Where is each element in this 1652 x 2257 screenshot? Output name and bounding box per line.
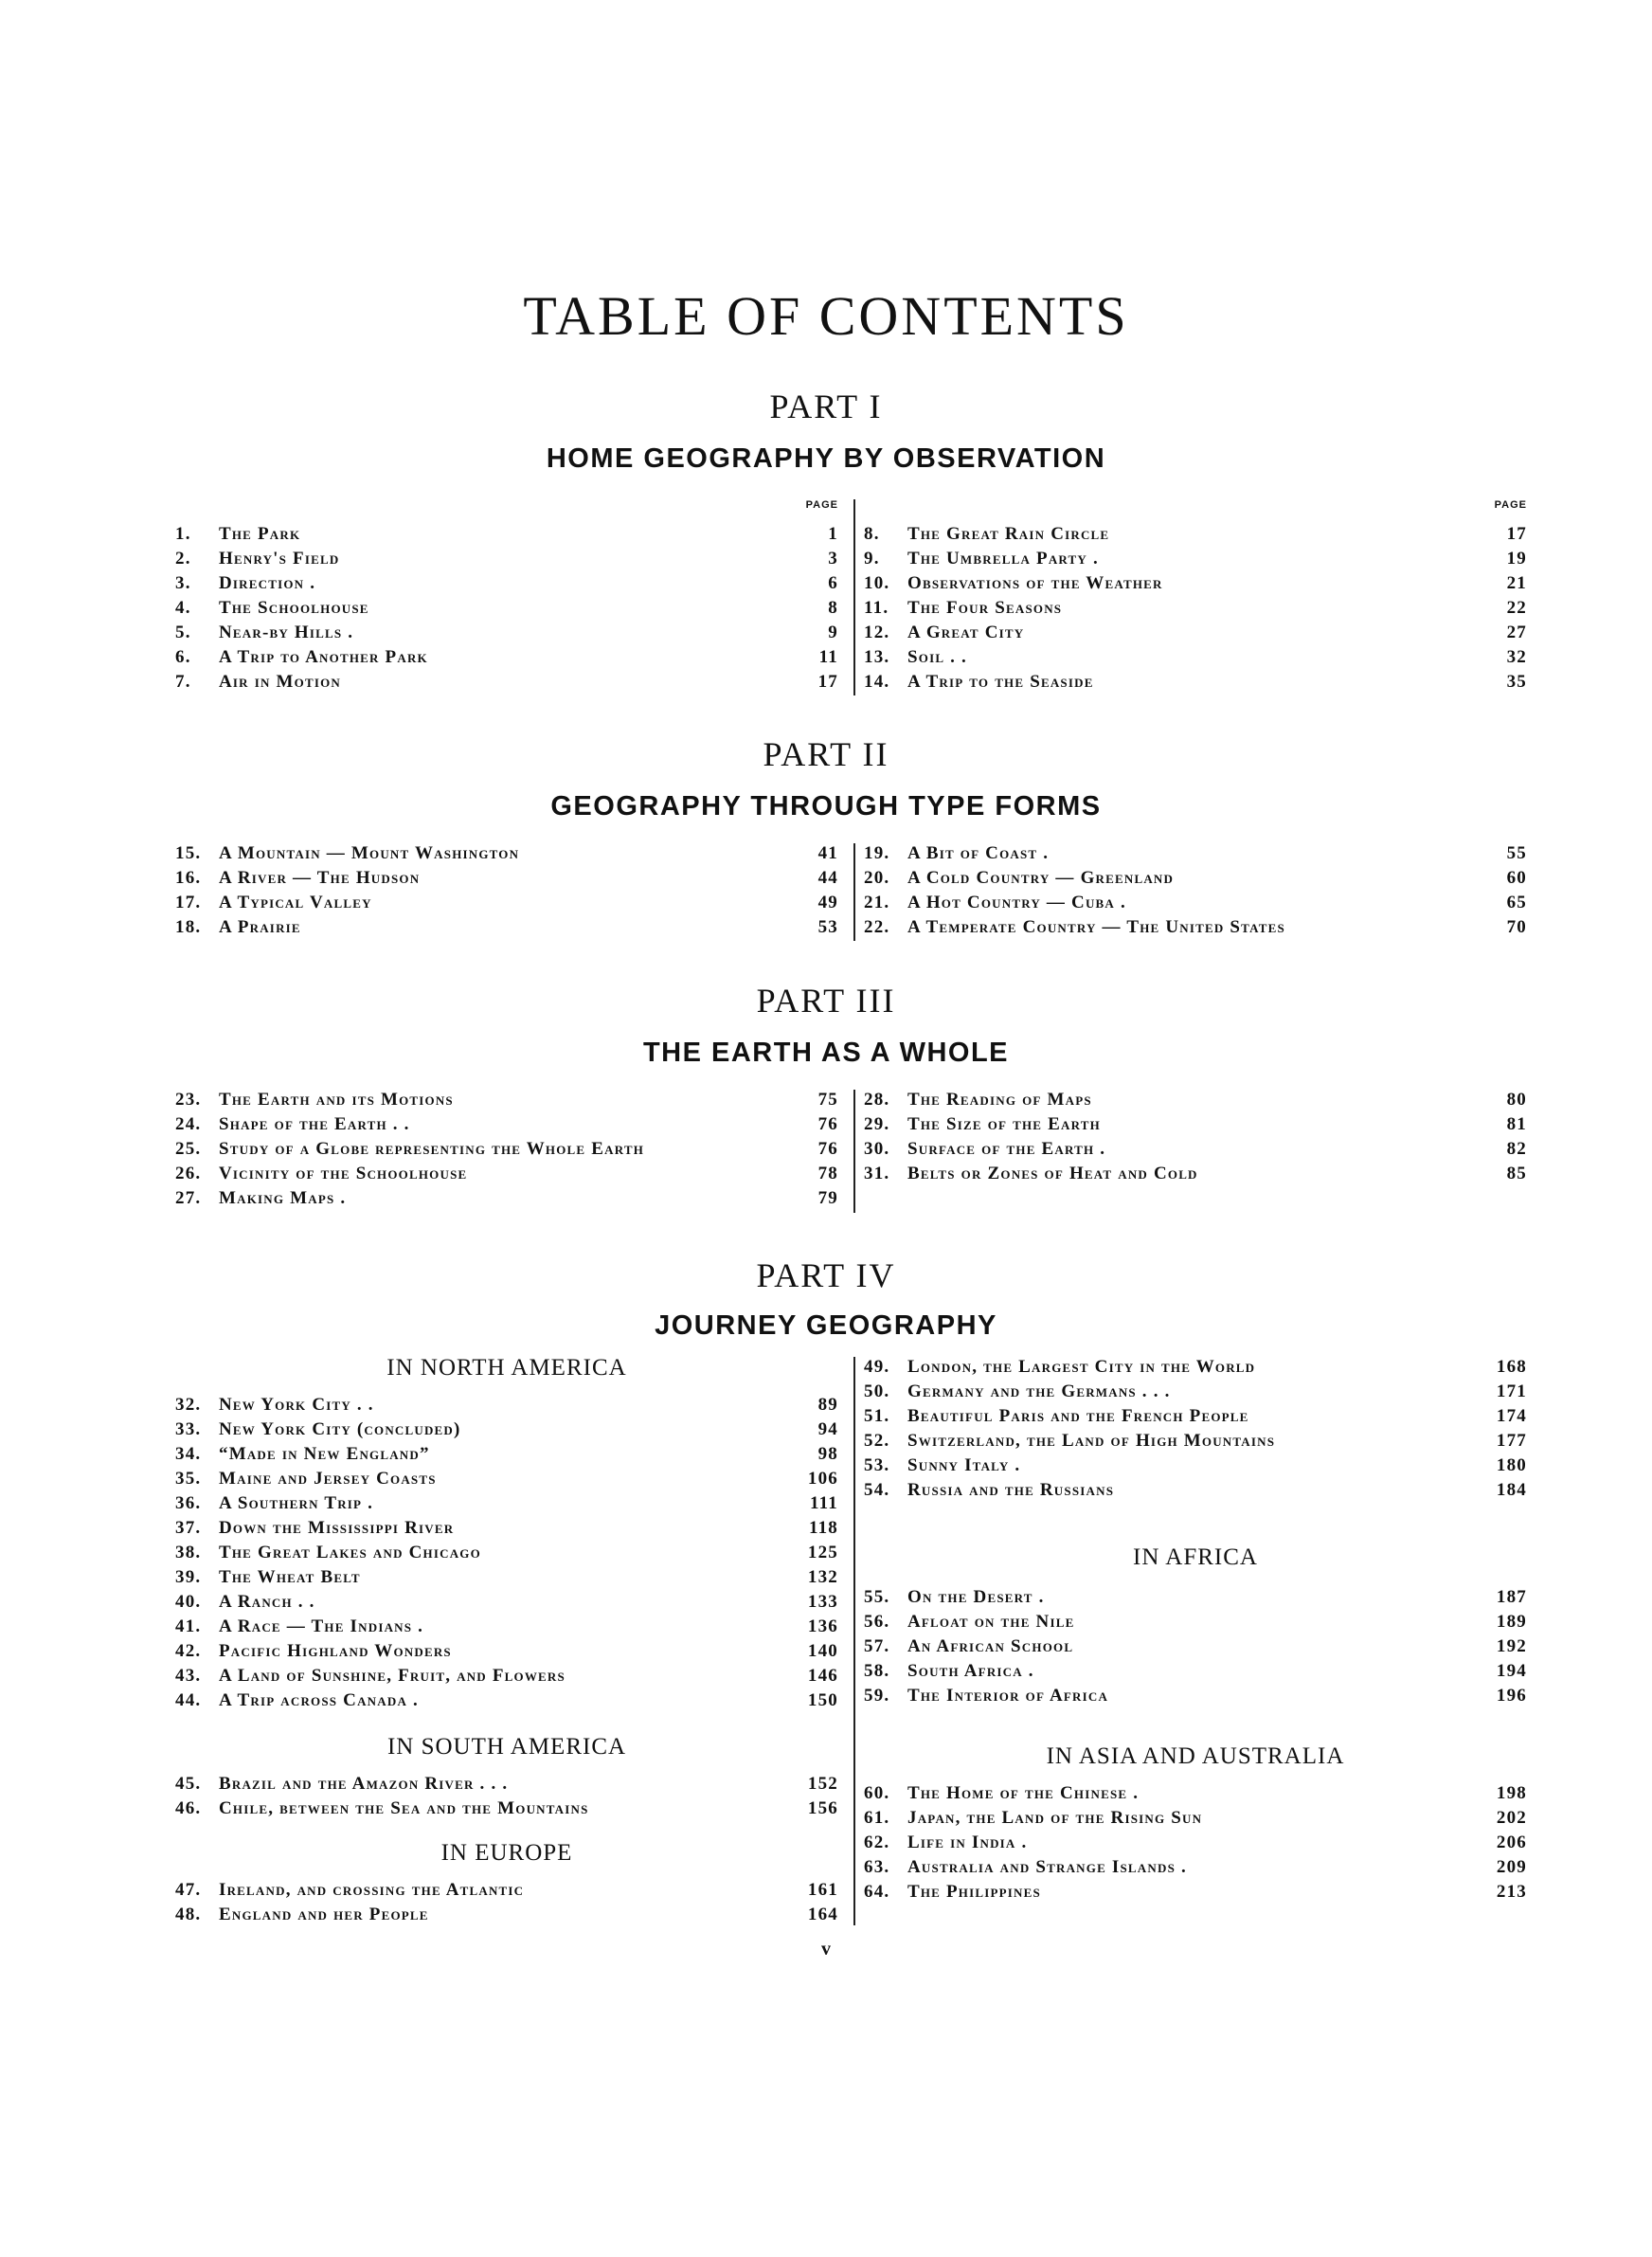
entry-page-number: 150	[807, 1690, 838, 1710]
entry-number: 46.	[175, 1798, 202, 1818]
page-title: TABLE OF CONTENTS	[523, 285, 1129, 347]
toc-entry	[864, 866, 1527, 891]
entry-number: 15.	[175, 843, 202, 863]
entry-title: The Four Seasons	[907, 598, 1063, 618]
section-head-asia-australia: IN ASIA AND AUSTRALIA	[1046, 1743, 1345, 1769]
toc-entry	[864, 1380, 1527, 1404]
entry-page-number: 75	[817, 1090, 838, 1110]
entry-page-number: 161	[807, 1880, 838, 1900]
toc-entry	[175, 1186, 838, 1211]
entry-number: 3.	[175, 573, 191, 593]
entry-title: A Hot Country — Cuba .	[907, 893, 1126, 912]
part-2-left-column	[175, 841, 838, 946]
entry-title: A Typical Valley	[219, 893, 372, 912]
entry-page-number: 187	[1496, 1587, 1527, 1607]
entry-number: 12.	[864, 623, 890, 642]
entry-page-number: 196	[1496, 1686, 1527, 1706]
toc-entry	[175, 1565, 838, 1590]
entry-number: 10.	[864, 573, 890, 593]
toc-entry	[175, 841, 838, 866]
toc-entry	[175, 547, 838, 571]
entry-page-number: 85	[1506, 1164, 1527, 1183]
entry-title: The Park	[219, 524, 301, 544]
part-3-left-column	[175, 1088, 838, 1216]
entry-number: 50.	[864, 1381, 890, 1401]
entry-number: 32.	[175, 1395, 202, 1415]
column-divider	[853, 1090, 855, 1213]
entry-number: 20.	[864, 868, 890, 888]
toc-entry	[175, 1615, 838, 1639]
entry-title: Maine and Jersey Coasts	[219, 1469, 437, 1489]
toc-entry	[864, 571, 1527, 596]
column-divider	[853, 499, 855, 695]
entry-title: Brazil and the Amazon River . . .	[219, 1774, 509, 1794]
section-head-europe: IN EUROPE	[440, 1840, 573, 1866]
entry-title: A Race — The Indians .	[219, 1616, 424, 1636]
column-divider	[853, 1357, 855, 1925]
part-3-right-column	[864, 1088, 1527, 1216]
entry-title: A Trip to Another Park	[219, 647, 428, 667]
entry-number: 18.	[175, 917, 202, 937]
entry-number: 4.	[175, 598, 191, 618]
entry-title: Henry's Field	[219, 549, 340, 569]
part-4-right-column	[864, 1355, 1527, 1933]
entry-page-number: 177	[1496, 1431, 1527, 1451]
entry-page-number: 65	[1506, 893, 1527, 912]
toc-entry	[175, 596, 838, 621]
toc-entry	[175, 522, 838, 547]
toc-entry	[175, 1442, 838, 1467]
entry-number: 34.	[175, 1444, 202, 1464]
entry-title: A Cold Country — Greenland	[907, 868, 1175, 888]
toc-entry	[175, 1112, 838, 1137]
entry-page-number: 152	[807, 1774, 838, 1794]
entry-title: Down the Mississippi River	[219, 1518, 455, 1538]
page-folio: v	[821, 1939, 831, 1959]
entry-title: The Reading of Maps	[907, 1090, 1092, 1110]
entry-page-number: 146	[807, 1666, 838, 1686]
entry-title: Direction .	[219, 573, 316, 593]
entry-page-number: 206	[1496, 1833, 1527, 1852]
toc-entry	[864, 1137, 1527, 1162]
entry-page-number: 17	[1506, 524, 1527, 544]
toc-entry	[175, 1688, 838, 1713]
entry-page-number: 81	[1506, 1114, 1527, 1134]
part-2-right-column	[864, 841, 1527, 946]
entry-page-number: 98	[817, 1444, 838, 1464]
toc-entry	[175, 1590, 838, 1615]
toc-entry	[864, 915, 1527, 940]
toc-entry	[175, 866, 838, 891]
entry-title: A Land of Sunshine, Fruit, and Flowers	[219, 1666, 566, 1686]
entry-number: 38.	[175, 1543, 202, 1562]
toc-entry	[864, 670, 1527, 695]
entry-number: 31.	[864, 1164, 890, 1183]
entry-title: Chile, between the Sea and the Mountains	[219, 1798, 589, 1818]
entry-title: Australia and Strange Islands .	[907, 1857, 1187, 1877]
toc-entry	[864, 1478, 1527, 1503]
toc-entry	[864, 645, 1527, 670]
entry-title: Germany and the Germans . . .	[907, 1381, 1171, 1401]
toc-entry	[864, 841, 1527, 866]
toc-entry	[175, 621, 838, 645]
entry-title: Belts or Zones of Heat and Cold	[907, 1164, 1198, 1183]
entry-title: The Home of the Chinese .	[907, 1783, 1140, 1803]
entry-title: Sunny Italy .	[907, 1455, 1021, 1475]
entry-number: 22.	[864, 917, 890, 937]
toc-entry	[175, 1162, 838, 1186]
toc-entry	[175, 1664, 838, 1688]
entry-number: 62.	[864, 1833, 890, 1852]
entry-number: 48.	[175, 1905, 202, 1924]
entry-page-number: 79	[817, 1188, 838, 1208]
entry-page-number: 202	[1496, 1808, 1527, 1828]
entry-page-number: 168	[1496, 1357, 1527, 1377]
entry-title: Vicinity of the Schoolhouse	[219, 1164, 468, 1183]
entry-number: 7.	[175, 672, 191, 692]
toc-entry	[864, 1684, 1527, 1708]
entry-number: 27.	[175, 1188, 202, 1208]
toc-entry	[864, 1831, 1527, 1855]
entry-page-number: 111	[809, 1493, 838, 1513]
toc-entry	[175, 1903, 838, 1927]
entry-number: 47.	[175, 1880, 202, 1900]
part-1-right-column	[864, 499, 1527, 708]
entry-number: 26.	[175, 1164, 202, 1183]
entry-title: A Ranch . .	[219, 1592, 315, 1612]
entry-number: 23.	[175, 1090, 202, 1110]
entry-number: 42.	[175, 1641, 202, 1661]
entry-page-number: 22	[1506, 598, 1527, 618]
entry-number: 64.	[864, 1882, 890, 1902]
toc-entry	[864, 891, 1527, 915]
entry-page-number: 55	[1506, 843, 1527, 863]
entry-page-number: 53	[817, 917, 838, 937]
entry-title: Study of a Globe representing the Whole Earth	[219, 1139, 645, 1159]
entry-page-number: 125	[807, 1543, 838, 1562]
entry-title: Air in Motion	[219, 672, 341, 692]
entry-number: 56.	[864, 1612, 890, 1632]
toc-entry	[864, 1429, 1527, 1454]
entry-title: Observations of the Weather	[907, 573, 1163, 593]
entry-page-number: 136	[807, 1616, 838, 1636]
section-head-north-america: IN NORTH AMERICA	[386, 1355, 627, 1381]
entry-page-number: 8	[828, 598, 838, 618]
entry-title: Shape of the Earth . .	[219, 1114, 410, 1134]
entry-number: 41.	[175, 1616, 202, 1636]
entry-number: 54.	[864, 1480, 890, 1500]
toc-entry	[175, 1878, 838, 1903]
toc-entry	[175, 1516, 838, 1541]
entry-number: 51.	[864, 1406, 890, 1426]
entry-title: Switzerland, the Land of High Mountains	[907, 1431, 1276, 1451]
entry-title: On the Desert .	[907, 1587, 1045, 1607]
entry-number: 39.	[175, 1567, 202, 1587]
entry-page-number: 198	[1496, 1783, 1527, 1803]
entry-page-number: 132	[807, 1567, 838, 1587]
entry-page-number: 6	[828, 573, 838, 593]
toc-entry	[175, 1541, 838, 1565]
entry-title: Pacific Highland Wonders	[219, 1641, 452, 1661]
entry-page-number: 133	[807, 1592, 838, 1612]
entry-title: A Temperate Country — The United States	[907, 917, 1285, 937]
toc-entry	[175, 1772, 838, 1797]
part-1-title: PART I	[769, 388, 883, 425]
entry-title: The Umbrella Party .	[907, 549, 1099, 569]
toc-entry	[864, 522, 1527, 547]
part-2-subtitle: GEOGRAPHY THROUGH TYPE FORMS	[550, 791, 1102, 822]
entry-number: 55.	[864, 1587, 890, 1607]
entry-number: 35.	[175, 1469, 202, 1489]
entry-number: 44.	[175, 1690, 202, 1710]
toc-entry	[175, 1639, 838, 1664]
entry-page-number: 41	[817, 843, 838, 863]
entry-title: Afloat on the Nile	[907, 1612, 1075, 1632]
column-divider	[853, 843, 855, 941]
toc-entry	[175, 1088, 838, 1112]
entry-page-number: 49	[817, 893, 838, 912]
entry-page-number: 78	[817, 1164, 838, 1183]
entry-number: 30.	[864, 1139, 890, 1159]
toc-entry	[175, 645, 838, 670]
toc-entry	[864, 1404, 1527, 1429]
entry-page-number: 89	[817, 1395, 838, 1415]
toc-entry	[175, 1137, 838, 1162]
toc-entry	[175, 1797, 838, 1821]
toc-entry	[864, 1855, 1527, 1880]
page-column-head: PAGE	[1494, 499, 1527, 511]
section-head-south-america: IN SOUTH AMERICA	[386, 1734, 627, 1760]
entry-number: 1.	[175, 524, 191, 544]
entry-title: A Great City	[907, 623, 1025, 642]
entry-page-number: 180	[1496, 1455, 1527, 1475]
toc-entry	[175, 670, 838, 695]
entry-title: A Bit of Coast .	[907, 843, 1050, 863]
entry-page-number: 209	[1496, 1857, 1527, 1877]
entry-title: The Schoolhouse	[219, 598, 369, 618]
toc-entry	[864, 1806, 1527, 1831]
part-1-left-column	[175, 499, 838, 708]
entry-number: 52.	[864, 1431, 890, 1451]
entry-page-number: 80	[1506, 1090, 1527, 1110]
entry-number: 21.	[864, 893, 890, 912]
entry-number: 8.	[864, 524, 880, 544]
entry-title: Life in India .	[907, 1833, 1028, 1852]
toc-entry	[864, 1659, 1527, 1684]
entry-page-number: 94	[817, 1419, 838, 1439]
entry-number: 16.	[175, 868, 202, 888]
part-1-subtitle: HOME GEOGRAPHY BY OBSERVATION	[546, 443, 1106, 474]
part-4-title: PART IV	[756, 1256, 896, 1294]
entry-number: 36.	[175, 1493, 202, 1513]
entry-page-number: 174	[1496, 1406, 1527, 1426]
section-head-africa: IN AFRICA	[1133, 1544, 1258, 1570]
entry-number: 25.	[175, 1139, 202, 1159]
entry-title: The Interior of Africa	[907, 1686, 1109, 1706]
entry-page-number: 70	[1506, 917, 1527, 937]
entry-number: 2.	[175, 549, 191, 569]
entry-title: A Prairie	[219, 917, 301, 937]
entry-title: A River — The Hudson	[219, 868, 421, 888]
entry-page-number: 76	[817, 1139, 838, 1159]
entry-title: Soil . .	[907, 647, 968, 667]
entry-page-number: 19	[1506, 549, 1527, 569]
entry-page-number: 118	[808, 1518, 838, 1538]
part-3-subtitle: THE EARTH AS A WHOLE	[642, 1038, 1010, 1068]
entry-title: London, the Largest City in the World	[907, 1357, 1256, 1377]
entry-number: 43.	[175, 1666, 202, 1686]
entry-number: 24.	[175, 1114, 202, 1134]
entry-title: The Size of the Earth	[907, 1114, 1101, 1134]
entry-title: A Mountain — Mount Washington	[219, 843, 520, 863]
entry-number: 14.	[864, 672, 890, 692]
toc-entry	[175, 1393, 838, 1417]
entry-page-number: 9	[828, 623, 838, 642]
toc-entry	[864, 1585, 1527, 1610]
entry-page-number: 106	[807, 1469, 838, 1489]
toc-entry	[864, 621, 1527, 645]
entry-page-number: 76	[817, 1114, 838, 1134]
entry-page-number: 213	[1496, 1882, 1527, 1902]
entry-page-number: 82	[1506, 1139, 1527, 1159]
entry-page-number: 32	[1506, 647, 1527, 667]
entry-page-number: 11	[818, 647, 838, 667]
toc-entry	[864, 547, 1527, 571]
toc-entry	[864, 1880, 1527, 1905]
entry-number: 9.	[864, 549, 880, 569]
entry-number: 40.	[175, 1592, 202, 1612]
entry-page-number: 140	[807, 1641, 838, 1661]
entry-title: An African School	[907, 1636, 1074, 1656]
entry-page-number: 60	[1506, 868, 1527, 888]
entry-number: 58.	[864, 1661, 890, 1681]
entry-number: 59.	[864, 1686, 890, 1706]
entry-number: 49.	[864, 1357, 890, 1377]
entry-number: 17.	[175, 893, 202, 912]
toc-entry	[864, 1454, 1527, 1478]
entry-number: 29.	[864, 1114, 890, 1134]
entry-title: Near-by Hills .	[219, 623, 354, 642]
toc-entry	[864, 1355, 1527, 1380]
entry-number: 63.	[864, 1857, 890, 1877]
entry-page-number: 164	[807, 1905, 838, 1924]
entry-page-number: 184	[1496, 1480, 1527, 1500]
entry-title: The Earth and its Motions	[219, 1090, 454, 1110]
entry-page-number: 35	[1506, 672, 1527, 692]
entry-title: The Great Lakes and Chicago	[219, 1543, 481, 1562]
toc-entry	[175, 1417, 838, 1442]
entry-number: 13.	[864, 647, 890, 667]
entry-number: 19.	[864, 843, 890, 863]
entry-title: Russia and the Russians	[907, 1480, 1115, 1500]
toc-entry	[864, 1162, 1527, 1186]
entry-title: “Made in New England”	[219, 1444, 430, 1464]
entry-title: South Africa .	[907, 1661, 1034, 1681]
entry-page-number: 17	[817, 672, 838, 692]
part-2-title: PART II	[763, 735, 889, 773]
entry-page-number: 27	[1506, 623, 1527, 642]
entry-page-number: 192	[1496, 1636, 1527, 1656]
entry-number: 5.	[175, 623, 191, 642]
toc-entry	[864, 1781, 1527, 1806]
entry-title: A Southern Trip .	[219, 1493, 374, 1513]
page-column-head: PAGE	[805, 499, 838, 511]
toc-entry	[175, 915, 838, 940]
entry-page-number: 3	[828, 549, 838, 569]
entry-number: 45.	[175, 1774, 202, 1794]
entry-number: 37.	[175, 1518, 202, 1538]
entry-title: Making Maps .	[219, 1188, 347, 1208]
entry-title: The Philippines	[907, 1882, 1041, 1902]
toc-entry	[864, 1634, 1527, 1659]
toc-entry	[864, 1088, 1527, 1112]
entry-page-number: 44	[817, 868, 838, 888]
entry-page-number: 1	[828, 524, 838, 544]
entry-number: 53.	[864, 1455, 890, 1475]
entry-number: 57.	[864, 1636, 890, 1656]
entry-title: Surface of the Earth .	[907, 1139, 1106, 1159]
entry-title: New York City . .	[219, 1395, 374, 1415]
entry-page-number: 171	[1496, 1381, 1527, 1401]
entry-page-number: 156	[807, 1798, 838, 1818]
entry-title: A Trip to the Seaside	[907, 672, 1094, 692]
toc-entry	[864, 1610, 1527, 1634]
entry-number: 28.	[864, 1090, 890, 1110]
entry-title: The Great Rain Circle	[907, 524, 1110, 544]
entry-title: A Trip across Canada .	[219, 1690, 419, 1710]
toc-entry	[864, 596, 1527, 621]
part-3-title: PART III	[756, 982, 896, 1020]
entry-number: 60.	[864, 1783, 890, 1803]
part-4-left-column	[175, 1355, 838, 1933]
entry-title: England and her People	[219, 1905, 429, 1924]
entry-page-number: 189	[1496, 1612, 1527, 1632]
toc-entry	[175, 891, 838, 915]
toc-entry	[175, 1491, 838, 1516]
entry-number: 6.	[175, 647, 191, 667]
toc-entry	[175, 571, 838, 596]
entry-number: 11.	[864, 598, 889, 618]
entry-title: Japan, the Land of the Rising Sun	[907, 1808, 1203, 1828]
part-4-subtitle: JOURNEY GEOGRAPHY	[655, 1310, 997, 1341]
entry-title: Ireland, and crossing the Atlantic	[219, 1880, 525, 1900]
entry-page-number: 21	[1506, 573, 1527, 593]
toc-entry	[864, 1112, 1527, 1137]
entry-title: Beautiful Paris and the French People	[907, 1406, 1249, 1426]
entry-number: 33.	[175, 1419, 202, 1439]
entry-title: The Wheat Belt	[219, 1567, 361, 1587]
entry-title: New York City (concluded)	[219, 1419, 461, 1439]
entry-page-number: 194	[1496, 1661, 1527, 1681]
entry-number: 61.	[864, 1808, 890, 1828]
toc-entry	[175, 1467, 838, 1491]
